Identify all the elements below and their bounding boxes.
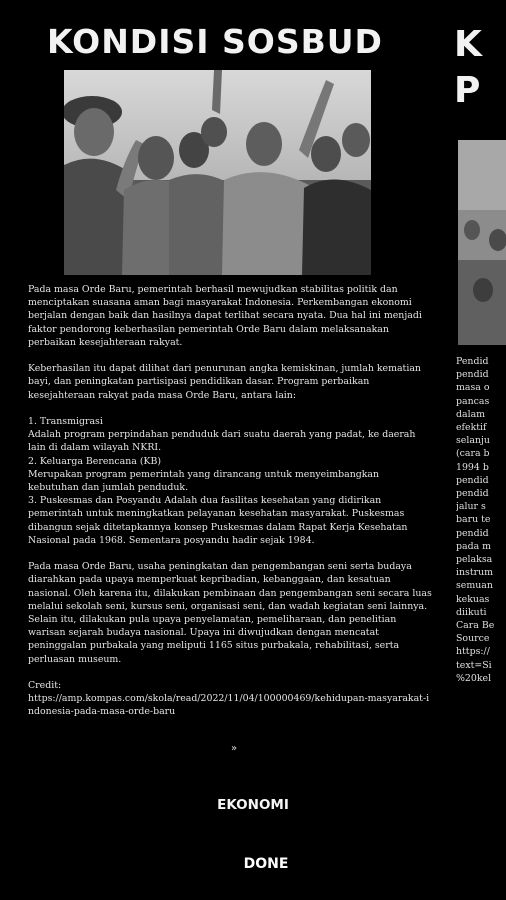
next-card-line: 1994 b bbox=[456, 461, 489, 473]
next-card-line: pendid bbox=[456, 369, 489, 381]
next-card-line: baru te bbox=[456, 514, 491, 526]
next-card-line: masa o bbox=[456, 382, 490, 394]
paragraph: Keberhasilan itu dapat dilihat dari penurunan angka kemiskinan, jumlah kematian bayi, dan peningkatan partisipasi pendidikan dasar. Program perbaikan kesejahteraan rakyat pada masa Orde Baru, antara lain: bbox=[28, 363, 421, 401]
paragraph: Pada masa Orde Baru, pemerintah berhasil mewujudkan stabilitas politik dan menciptakan suasana aman bagi masyarakat Indonesia. Perkembangan ekonomi berjalan dengan baik dan hasilnya dapat terlihat secara nyata. Dua hal ini menjadi faktor pendorong keberhasilan pemerintah Orde Baru dalam melaksanakan perbaikan kesejahteraan rakyat. bbox=[28, 284, 422, 348]
next-card-line: pendid bbox=[456, 527, 489, 539]
next-card-line: dalam bbox=[456, 408, 486, 420]
next-card-text bbox=[456, 355, 506, 685]
next-section-label[interactable]: EKONOMI bbox=[217, 797, 289, 813]
next-card-line: (cara b bbox=[456, 448, 490, 460]
next-card-line: semuan bbox=[456, 580, 493, 592]
list-item-text: Adalah program perpindahan penduduk dari suatu daerah yang padat, ke daerah lain di dalam wilayah NKRI. bbox=[28, 429, 416, 454]
next-card-line: Pendid bbox=[456, 356, 489, 367]
next-card-line: Cara Be bbox=[456, 620, 495, 632]
next-card-line: text=Si bbox=[456, 659, 492, 671]
next-card-title-line: K bbox=[454, 24, 482, 65]
list-item-text: 3. Puskesmas dan Posyandu Adalah dua fasilitas kesehatan yang didirikan pemerintah untuk meningkatkan pelayanan kesehatan masyarakat. Puskesmas dibangun sejak ditetapkannya konsep Puskesmas dalam Rapat Kerja Kesehatan Nasional pada 1968. Sementara posyandu hadir sejak 1984. bbox=[28, 495, 408, 546]
more-indicator-icon: » bbox=[231, 743, 238, 754]
list-item-text: Merupakan program pemerintah yang dirancang untuk menyeimbangkan kebutuhan dan jumlah penduduk. bbox=[28, 468, 380, 494]
next-card-line: Source bbox=[456, 633, 490, 645]
credit-link[interactable]: https://amp.kompas.com/skola/read/2022/11/04/100000469/kehidupan-masyarakat-indonesia-pada-masa-orde-baru bbox=[28, 693, 430, 718]
list-item-heading: 2. Keluarga Berencana (KB) bbox=[28, 455, 162, 467]
next-card-photo bbox=[458, 140, 506, 345]
historical-photo bbox=[64, 70, 371, 275]
paragraph: Pada masa Orde Baru, usaha peningkatan dan pengembangan seni serta budaya diarahkan pada upaya memperkuat kepribadian, kebanggaan, dan kesatuan nasional. Oleh karena itu, dilakukan pembinaan dan pengembangan seni secara luas melalui sekolah seni, kursus seni, organisasi seni, dan wadah kegiatan seni lainnya. Selain itu, dilakukan pula upaya penyelamatan, pemeliharaan, dan penelitian warisan sejarah budaya nasional. Upaya ini diwujudkan dengan mencatat peninggalan purbakala yang meliputi 1165 situs purbakala, rehabilitasi, serta perluasan museum. bbox=[28, 561, 432, 665]
next-card-title-line: P bbox=[454, 70, 481, 111]
page-title: KONDISI SOSBUD bbox=[47, 22, 383, 61]
next-card-photo-image bbox=[458, 140, 506, 345]
next-card-line: pancas bbox=[456, 395, 490, 407]
next-card-line: efektif bbox=[456, 422, 487, 434]
next-card-line: pelaksa bbox=[456, 554, 493, 566]
next-card-title bbox=[454, 22, 482, 114]
next-card-line: diikuti bbox=[456, 606, 487, 618]
article-body bbox=[28, 283, 432, 719]
next-card-line: jalur s bbox=[456, 501, 486, 513]
done-button[interactable]: DONE bbox=[243, 856, 289, 872]
next-card-line: kekuas bbox=[456, 593, 490, 605]
credit-label: Credit: bbox=[28, 680, 62, 692]
next-card-line: instrum bbox=[456, 567, 494, 579]
next-card-line: pendid bbox=[456, 488, 489, 500]
next-card-line: %20kel bbox=[456, 672, 492, 684]
next-card-line: pada m bbox=[456, 540, 492, 552]
next-story-card-peek[interactable] bbox=[448, 0, 506, 900]
list-item-heading: 1. Transmigrasi bbox=[28, 416, 103, 427]
next-card-line: https:// bbox=[456, 646, 490, 658]
next-card-line: pendid bbox=[456, 474, 489, 486]
photo-image bbox=[64, 70, 371, 275]
next-card-line: selanju bbox=[456, 435, 490, 447]
